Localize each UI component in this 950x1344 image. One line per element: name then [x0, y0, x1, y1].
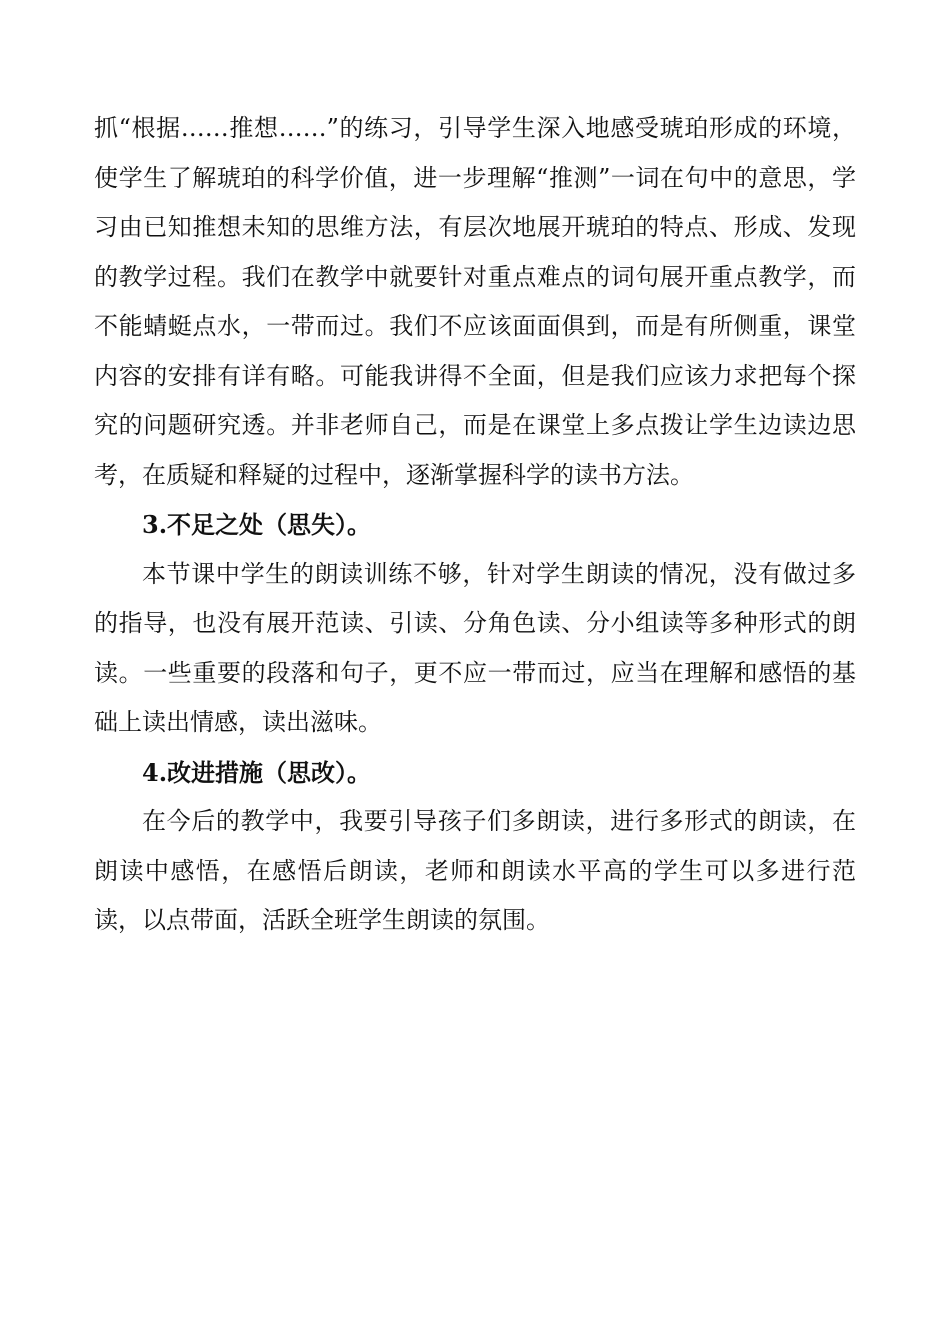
section-3-heading: 3.不足之处（思失）。: [142, 510, 372, 539]
section-4-heading: 4.改进措施（思改）。: [142, 757, 372, 787]
section-3-paragraph: 本节课中学生的朗读训练不够，针对学生朗读的情况，没有做过多的指导，也没有展开范读、引读、分角色读、分小组读等多种形式的朗读。一些重要的段落和句子，更不应一带而过，应当在理解和感悟的基础上读出情感，读出滋味。: [94, 559, 856, 736]
document-body: [94, 104, 856, 946]
section-4-paragraph: 在今后的教学中，我要引导孩子们多朗读，进行多形式的朗读，在朗读中感悟，在感悟后朗读，老师和朗读水平高的学生可以多进行范读，以点带面，活跃全班学生朗读的氛围。: [94, 807, 856, 934]
continued-paragraph: 抓“根据……推想……”的练习，引导学生深入地感受琥珀形成的环境，使学生了解琥珀的科学价值，进一步理解“推测”一词在句中的意思，学习由已知推想未知的思维方法，有层次地展开琥珀的特点、形成、发现的教学过程。我们在教学中就要针对重点难点的词句展开重点教学，而不能蜻蜓点水，一带而过。我们不应该面面俱到，而是有所侧重，课堂内容的安排有详有略。可能我讲得不全面，但是我们应该力求把每个探究的问题研究透。并非老师自己，而是在课堂上多点拨让学生边读边思考，在质疑和释疑的过程中，逐渐掌握科学的读书方法。: [94, 114, 856, 489]
